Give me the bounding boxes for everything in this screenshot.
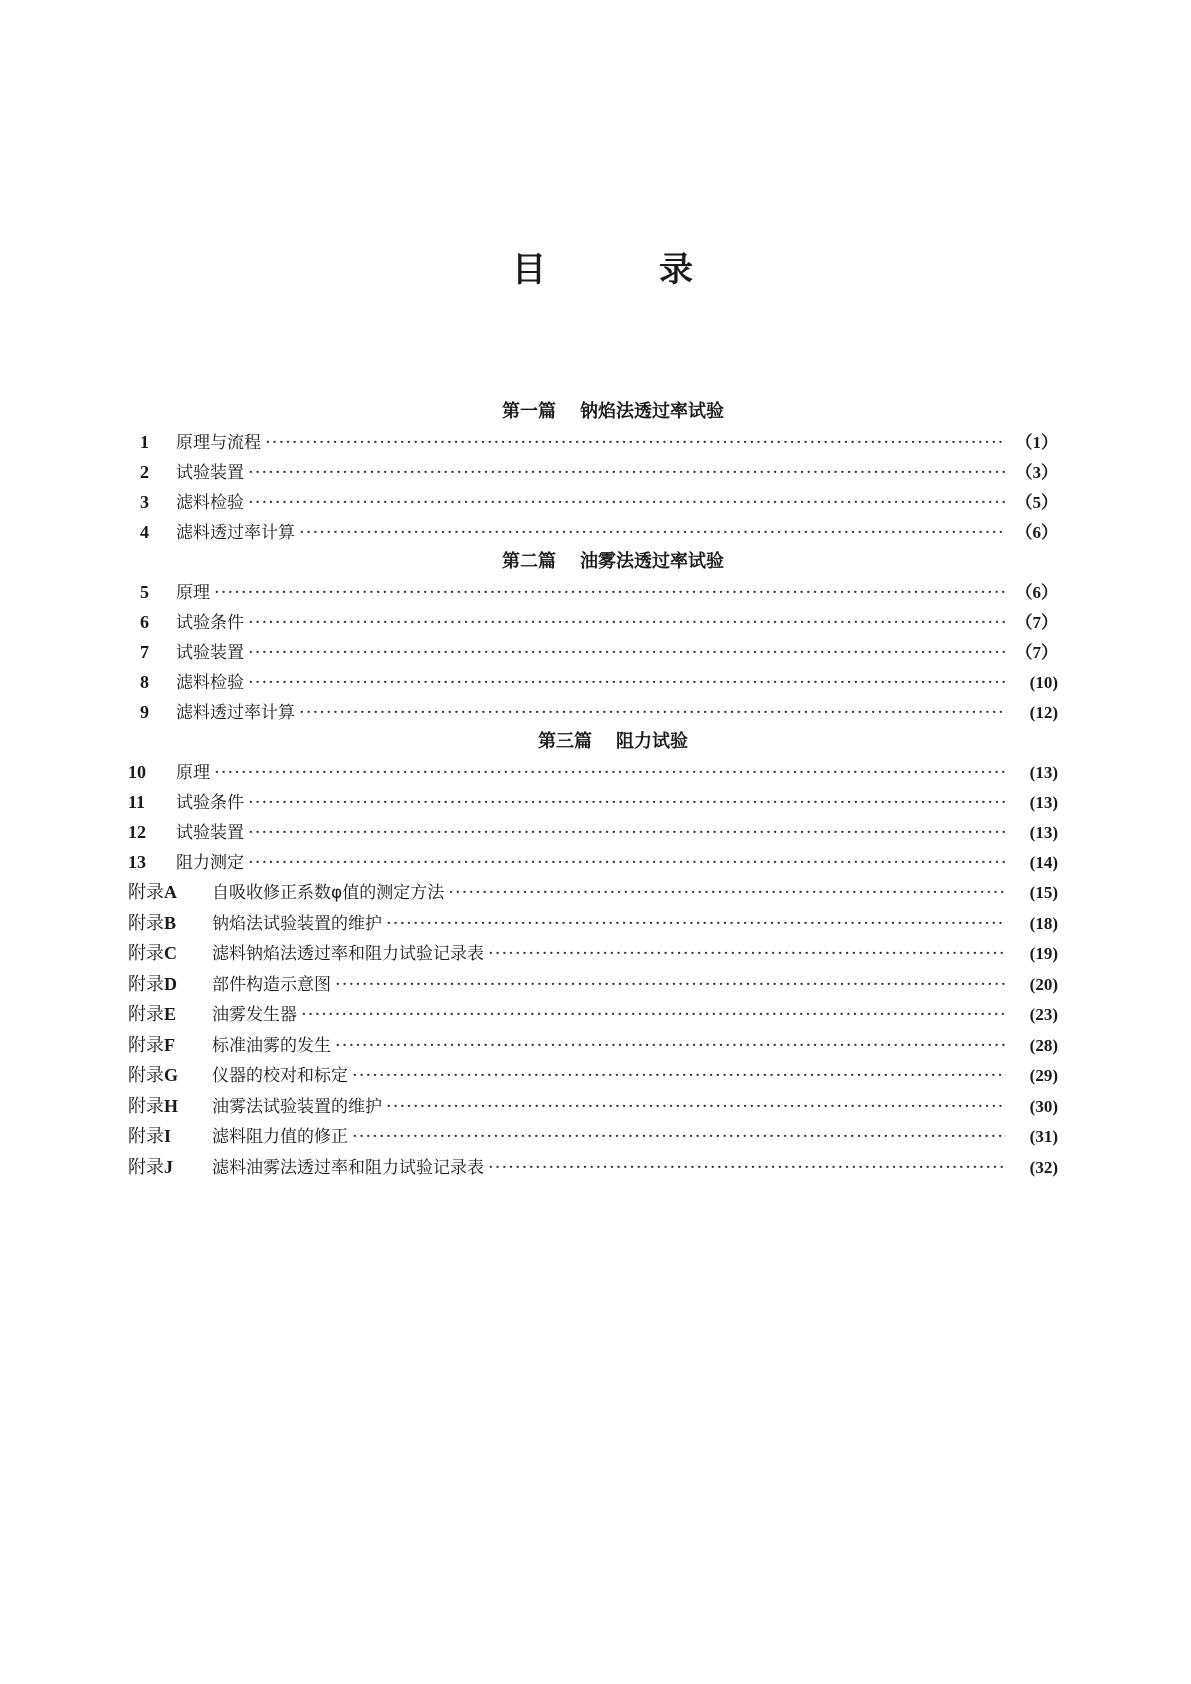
entry-page: (29) xyxy=(1029,1066,1058,1085)
entry-page: （6） xyxy=(1015,523,1058,542)
leader-dots xyxy=(301,1000,1006,1030)
entry-number: 11 xyxy=(128,792,146,812)
toc-appendix-j[interactable] xyxy=(128,1152,1058,1183)
appendix-letter: F xyxy=(164,1034,175,1055)
entry-title: 仪器的校对和标定 xyxy=(212,1066,348,1086)
entry-page: (15) xyxy=(1029,883,1058,902)
entry-title: 油雾发生器 xyxy=(212,1005,297,1025)
appendix-letter: C xyxy=(164,943,177,963)
appendix-prefix: 附录 xyxy=(128,1065,164,1086)
entry-page: （7） xyxy=(1015,613,1058,632)
appendix-label xyxy=(128,1060,212,1091)
leader-dots xyxy=(299,698,1006,728)
leader-dots xyxy=(248,818,1006,848)
entry-number: 3 xyxy=(140,492,149,512)
entry-title: 滤料检验 xyxy=(176,493,244,513)
appendix-letter: A xyxy=(164,882,177,902)
toc-appendix-b[interactable] xyxy=(128,908,1058,939)
leader-dots xyxy=(248,458,1006,488)
appendix-prefix: 附录 xyxy=(128,912,164,934)
toc-appendix-d[interactable] xyxy=(128,969,1058,1000)
entry-page: （6） xyxy=(1015,583,1058,602)
entry-title: 滤料检验 xyxy=(176,673,244,693)
entry-title: 油雾法试验装置的维护 xyxy=(212,1096,382,1117)
part-heading-2 xyxy=(128,547,1058,577)
appendix-letter: E xyxy=(164,1004,177,1024)
entry-page: (28) xyxy=(1029,1035,1058,1055)
toc-entry-8[interactable] xyxy=(128,667,1058,697)
appendix-label xyxy=(128,999,212,1030)
entry-title: 滤料透过率计算 xyxy=(176,703,295,723)
entry-page: (12) xyxy=(1029,703,1058,722)
entry-title: 阻力测定 xyxy=(176,853,244,873)
leader-dots xyxy=(248,488,1006,518)
entry-title: 试验条件 xyxy=(176,793,244,813)
entry-title: 滤料钠焰法透过率和阻力试验记录表 xyxy=(212,944,484,964)
appendix-letter: I xyxy=(164,1126,172,1146)
toc-entry-12[interactable] xyxy=(128,817,1058,847)
part-label: 第二篇 xyxy=(502,551,556,572)
entry-number: 6 xyxy=(140,612,149,632)
entry-title: 试验装置 xyxy=(176,823,244,843)
appendix-prefix: 附录 xyxy=(128,1156,164,1178)
entry-title: 滤料油雾法透过率和阻力试验记录表 xyxy=(212,1157,484,1178)
entry-number: 13 xyxy=(128,852,146,872)
entry-title: 滤料阻力值的修正 xyxy=(212,1127,348,1147)
appendix-prefix: 附录 xyxy=(128,973,164,995)
entry-title: 试验装置 xyxy=(176,643,244,663)
toc-entry-5[interactable] xyxy=(128,577,1058,607)
leader-dots xyxy=(352,1061,1006,1091)
entry-page: (32) xyxy=(1029,1157,1058,1177)
entry-number: 2 xyxy=(140,462,149,482)
appendix-prefix: 附录 xyxy=(128,1004,164,1025)
toc-entry-11[interactable] xyxy=(128,787,1058,817)
entry-number: 10 xyxy=(128,762,146,782)
page-title-char-1: 目 xyxy=(512,250,546,290)
leader-dots xyxy=(335,970,1006,1000)
appendix-letter: B xyxy=(164,912,177,933)
toc-entry-10[interactable] xyxy=(128,757,1058,787)
appendix-label xyxy=(128,969,212,1000)
part-label: 第一篇 xyxy=(502,401,556,422)
appendix-prefix: 附录 xyxy=(128,943,164,964)
leader-dots xyxy=(299,518,1006,548)
entry-title: 自吸收修正系数φ值的测定方法 xyxy=(212,883,445,903)
entry-page: （3） xyxy=(1015,463,1058,482)
page-title-char-2: 录 xyxy=(659,250,693,290)
toc-entry-7[interactable] xyxy=(128,637,1058,667)
leader-dots xyxy=(352,1122,1006,1152)
entry-number: 8 xyxy=(140,672,149,692)
leader-dots xyxy=(248,848,1006,878)
appendix-label xyxy=(128,1121,212,1152)
toc-entry-13[interactable] xyxy=(128,847,1058,877)
entry-page: (13) xyxy=(1029,793,1058,812)
leader-dots xyxy=(248,638,1006,668)
toc-appendix-f[interactable] xyxy=(128,1030,1058,1061)
entry-page: (20) xyxy=(1029,974,1058,994)
entry-page: (13) xyxy=(1029,823,1058,842)
appendix-letter: G xyxy=(164,1065,179,1085)
toc-entry-9[interactable] xyxy=(128,697,1058,727)
part-heading-1 xyxy=(128,397,1058,427)
toc-appendix-h[interactable] xyxy=(128,1091,1058,1122)
entry-number: 12 xyxy=(128,822,146,842)
leader-dots xyxy=(386,1092,1006,1122)
toc-appendix-c[interactable] xyxy=(128,938,1058,969)
entry-title: 标准油雾的发生 xyxy=(212,1035,331,1056)
toc-entry-6[interactable] xyxy=(128,607,1058,637)
toc-entry-1[interactable] xyxy=(128,427,1058,457)
toc-entry-2[interactable] xyxy=(128,457,1058,487)
entry-page: (18) xyxy=(1029,913,1058,933)
entry-page: (31) xyxy=(1029,1127,1058,1146)
appendix-label xyxy=(128,938,212,969)
toc-entry-4[interactable] xyxy=(128,517,1058,547)
leader-dots xyxy=(214,578,1006,608)
entry-number: 4 xyxy=(140,522,149,542)
entry-number: 9 xyxy=(140,702,149,722)
appendix-label xyxy=(128,1030,212,1061)
appendix-prefix: 附录 xyxy=(128,882,164,903)
appendix-letter: H xyxy=(164,1095,179,1116)
entry-title: 原理与流程 xyxy=(176,433,261,453)
leader-dots xyxy=(488,939,1006,969)
part-name: 钠焰法透过率试验 xyxy=(580,401,724,422)
part-name: 油雾法透过率试验 xyxy=(580,551,724,572)
leader-dots xyxy=(265,428,1006,458)
entry-page: （5） xyxy=(1015,493,1058,512)
appendix-label xyxy=(128,1091,212,1122)
toc-appendix-a[interactable] xyxy=(128,877,1058,908)
entry-title: 滤料透过率计算 xyxy=(176,523,295,543)
leader-dots xyxy=(488,1153,1006,1183)
appendix-label xyxy=(128,877,212,908)
leader-dots xyxy=(214,758,1006,788)
entry-page: (30) xyxy=(1029,1096,1058,1116)
entry-title: 钠焰法试验装置的维护 xyxy=(212,913,382,934)
entry-page: (23) xyxy=(1029,1005,1058,1024)
appendix-prefix: 附录 xyxy=(128,1034,164,1056)
part-label: 第三篇 xyxy=(538,731,592,752)
appendix-label xyxy=(128,1152,212,1183)
leader-dots xyxy=(335,1031,1006,1061)
entry-page: (14) xyxy=(1029,853,1058,872)
appendix-label xyxy=(128,908,212,939)
entry-page: (13) xyxy=(1029,763,1058,782)
entry-page: (10) xyxy=(1029,673,1058,692)
toc-appendix-i[interactable] xyxy=(128,1121,1058,1152)
entry-page: （1） xyxy=(1015,433,1058,452)
entry-number: 1 xyxy=(140,432,149,452)
leader-dots xyxy=(248,668,1006,698)
appendix-prefix: 附录 xyxy=(128,1126,164,1147)
part-name: 阻力试验 xyxy=(616,731,688,752)
leader-dots xyxy=(248,788,1006,818)
toc-appendix-g[interactable] xyxy=(128,1060,1058,1091)
entry-title: 部件构造示意图 xyxy=(212,974,331,995)
leader-dots xyxy=(448,878,1006,908)
leader-dots xyxy=(248,608,1006,638)
entry-number: 7 xyxy=(140,642,149,662)
toc-entry-3[interactable] xyxy=(128,487,1058,517)
table-of-contents xyxy=(128,397,1058,1182)
entry-page: (19) xyxy=(1029,944,1058,963)
leader-dots xyxy=(386,909,1006,939)
entry-title: 原理 xyxy=(176,763,210,783)
entry-number: 5 xyxy=(140,582,149,602)
appendix-prefix: 附录 xyxy=(128,1095,164,1117)
appendix-letter: J xyxy=(164,1156,173,1177)
entry-page: （7） xyxy=(1015,643,1058,662)
entry-title: 试验装置 xyxy=(176,463,244,483)
appendix-letter: D xyxy=(164,973,177,994)
part-heading-3 xyxy=(128,727,1058,757)
toc-appendix-e[interactable] xyxy=(128,999,1058,1030)
entry-title: 原理 xyxy=(176,583,210,603)
entry-title: 试验条件 xyxy=(176,613,244,633)
